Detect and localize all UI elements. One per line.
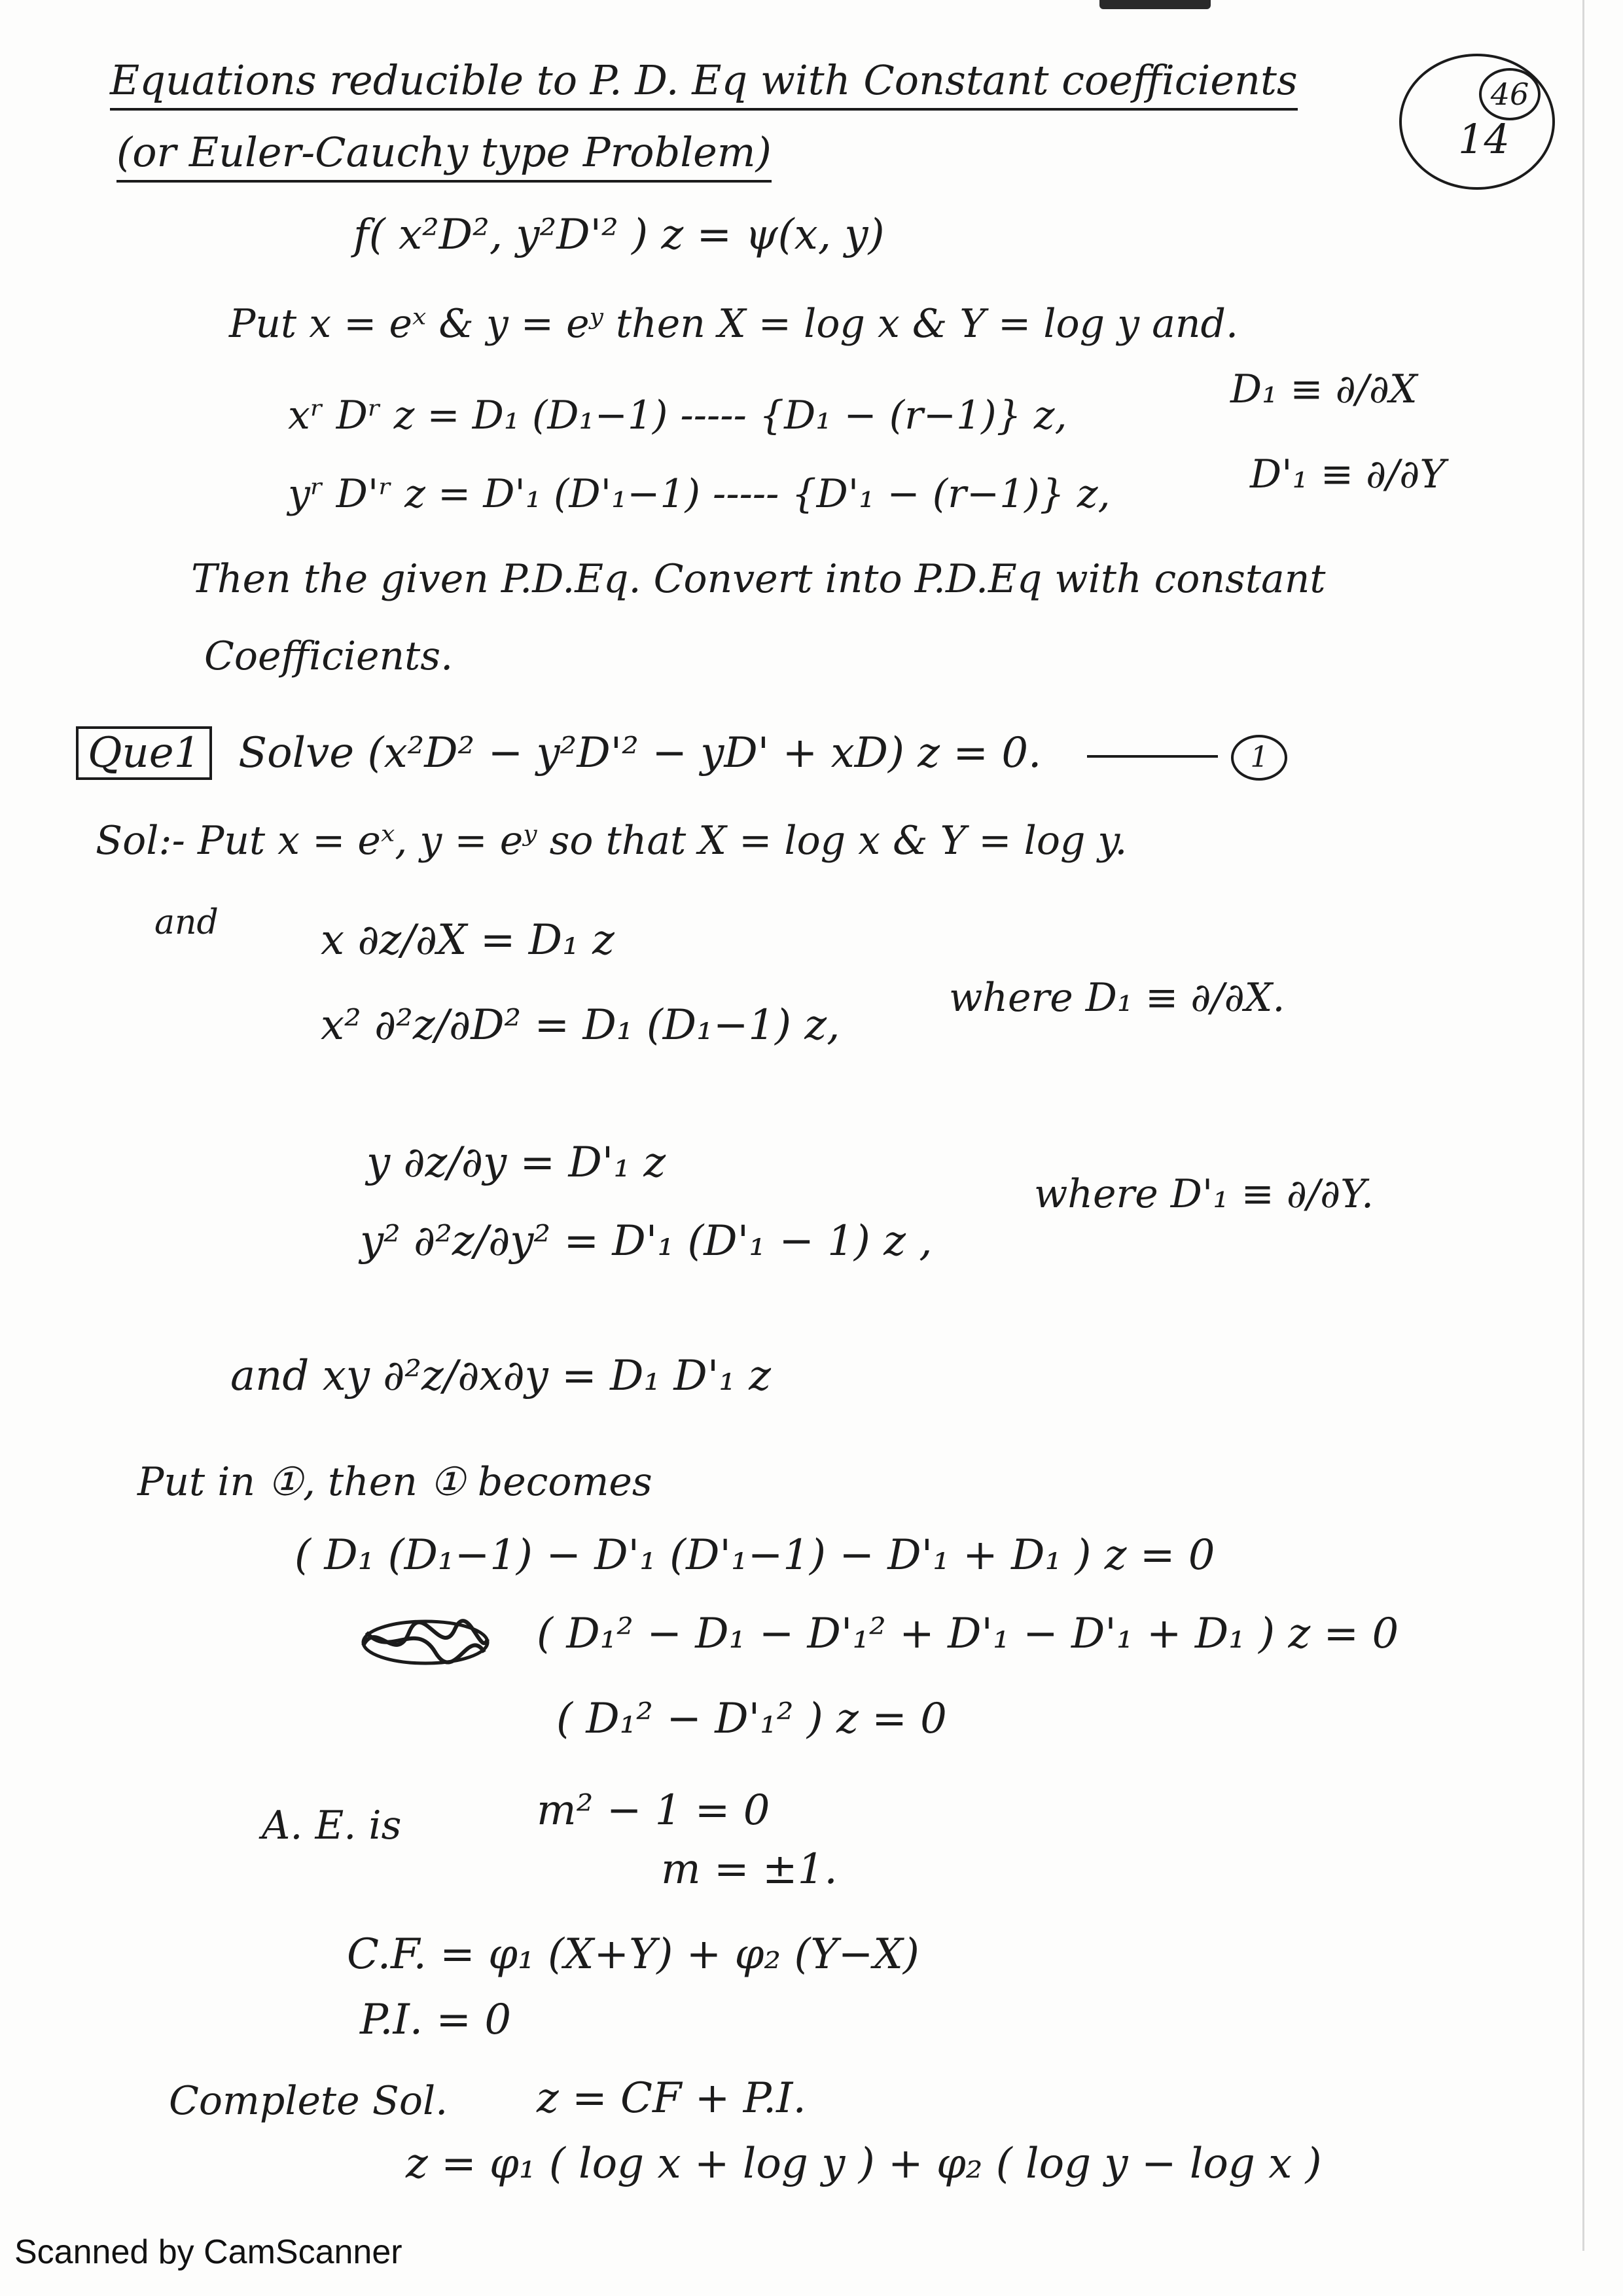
scanner-watermark: Scanned by CamScanner xyxy=(14,2233,402,2271)
question-line xyxy=(76,726,1287,781)
equation-3: ( D₁² − D'₁² ) z = 0 xyxy=(556,1695,947,1743)
x-operator: xʳ Dʳ z = D₁ (D₁−1) ----- {D₁ − (r−1)} z, xyxy=(288,393,1067,438)
equation-1: ( D₁ (D₁−1) − D'₁ (D'₁−1) − D'₁ + D₁ ) z = 0 xyxy=(294,1531,1215,1580)
put-in-text: Put in ①, then ① becomes xyxy=(137,1459,652,1505)
question-text: Solve (x²D² − y²D'² − yD' + xD) z = 0. xyxy=(238,729,1042,777)
and-label: and xyxy=(154,903,219,942)
general-form: f( x²D², y²D'² ) z = ψ(x, y) xyxy=(353,211,885,259)
x-operator-def: D₁ ≡ ∂/∂X xyxy=(1230,366,1418,412)
conclusion-line-2: Coefficients. xyxy=(204,633,454,679)
equation-ref: 1 xyxy=(1231,735,1287,781)
title-line-2: (or Euler-Cauchy type Problem) xyxy=(116,128,772,183)
step-1: x ∂z/∂X = D₁ z xyxy=(321,916,615,964)
question-dash xyxy=(1087,755,1218,758)
step-2-note: where D₁ ≡ ∂/∂X. xyxy=(949,975,1285,1021)
step-5: and xy ∂²z/∂x∂y = D₁ D'₁ z xyxy=(230,1352,771,1400)
final-solution: z = φ₁ ( log x + log y ) + φ₂ ( log y − log x ) xyxy=(406,2140,1322,2188)
step-3: y ∂z/∂y = D'₁ z xyxy=(366,1139,666,1187)
step-2: x² ∂²z/∂D² = D₁ (D₁−1) z, xyxy=(321,1001,840,1050)
page-number: 46 xyxy=(1479,68,1541,120)
y-operator-def: D'₁ ≡ ∂/∂Y xyxy=(1250,451,1446,497)
question-label: Que1 xyxy=(76,726,212,780)
complete-solution-label: Complete Sol. xyxy=(169,2078,448,2124)
solution-intro: Sol:- Put x = eˣ, y = eʸ so that X = log x & Y = log y. xyxy=(96,818,1128,864)
step-4: y² ∂²z/∂y² = D'₁ (D'₁ − 1) z , xyxy=(360,1217,933,1265)
page-number-alt: 14 xyxy=(1458,115,1510,163)
y-operator: yʳ D'ʳ z = D'₁ (D'₁−1) ----- {D'₁ − (r−1)} z, xyxy=(288,471,1111,517)
crossed-out-scribble xyxy=(357,1613,494,1672)
complementary-function: C.F. = φ₁ (X+Y) + φ₂ (Y−X) xyxy=(347,1930,919,1979)
title-line-1: Equations reducible to P. D. Eq with Constant coefficients xyxy=(110,56,1298,111)
page-number-mark xyxy=(1399,54,1555,190)
step-4-note: where D'₁ ≡ ∂/∂Y. xyxy=(1034,1171,1374,1217)
auxiliary-roots: m = ±1. xyxy=(661,1845,838,1894)
conclusion-line-1: Then the given P.D.Eq. Convert into P.D.Eq with constant xyxy=(191,556,1326,602)
page-edge xyxy=(1582,0,1584,2251)
particular-integral: P.I. = 0 xyxy=(360,1996,512,2044)
complete-solution-eq: z = CF + P.I. xyxy=(537,2074,806,2123)
auxiliary-equation-label: A. E. is xyxy=(262,1803,402,1848)
substitution-text: Put x = eˣ & y = eʸ then X = log x & Y = log y and. xyxy=(229,301,1239,347)
scan-edge-mark xyxy=(1099,0,1211,9)
auxiliary-equation: m² − 1 = 0 xyxy=(537,1786,770,1835)
equation-2: ( D₁² − D₁ − D'₁² + D'₁ − D'₁ + D₁ ) z = 0 xyxy=(537,1610,1399,1658)
